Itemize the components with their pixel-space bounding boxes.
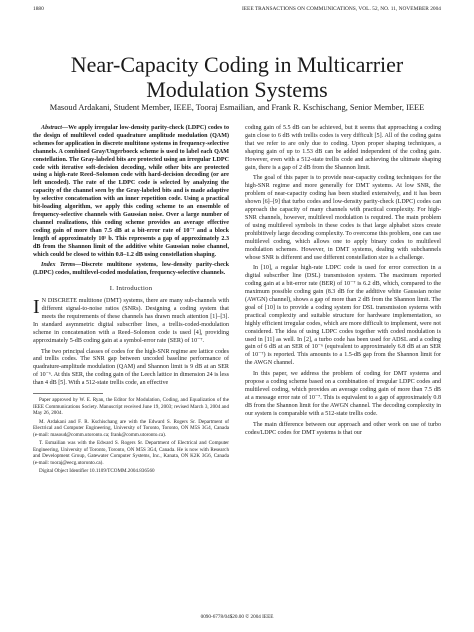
- body-paragraph: The goal of this paper is to provide near-capacity coding techniques for the high-SNR regime and more generally for DMT systems. At low SNR, the problem of near-capacity coding has been studied extensively, and it has been shown [6]–[9] that turbo codes and low-density parity-check (LDPC) codes can approach the capacity of many channels with practical complexity. For high-SNR channels, however, multilevel modulation is required. The main problem of using multilevel symbols in these codes is that large alphabet sizes create prohibitively large decoding complexity. To overcome this problem, one can use multilevel coding, which allows one to apply binary codes to multilevel modulation schemes. However, in DMT systems, dealing with subchannels whose SNR is different and use different constellation size is a challenge.: [245, 175, 441, 261]
- body-paragraph: In this paper, we address the problem of coding for DMT systems and propose a coding scheme based on a combination of irregular LDPC codes and multilevel coding, which provides an average coding gain of more than 7.5 dB at a message error rate of 10⁻⁷. This is equivalent to a gap of approximately 0.8 dB from the Shannon limit for the AWGN channel. The decoding complexity in our system is comparable with a 512-state trellis code.: [245, 371, 441, 417]
- section-heading: I. Introduction: [109, 285, 153, 293]
- running-header: [33, 6, 441, 14]
- index-terms-label: Index Terms—: [41, 262, 82, 269]
- footnote: Paper approved by W. E. Ryan, the Editor for Modulation, Coding, and Equalization of the IEEE Communications Society. Manuscript received June 19, 2003; revised March 3, 2004 and May 26, 2004.: [33, 397, 229, 417]
- footnotes: [33, 397, 229, 475]
- footnote: T. Esmailian was with the Edward S. Rogers Sr. Department of Electrical and Computer Engineering, University of Toronto, Toronto, ON M5S 3G4, Canada. He is now with Research and Development Group, Gatewater Computer Systems, Inc., Kanata, ON K2K 3G6, Canada (e-mail: tooraj@eecg.utoronto.ca).: [33, 440, 229, 466]
- page-number: 1880: [33, 6, 44, 12]
- copyright-footer: 0090-6778/04$20.00 © 2004 IEEE: [200, 614, 274, 620]
- intro-paragraph-1: [33, 298, 229, 345]
- abstract-text: We apply irregular low-density parity-check (LDPC) codes to the design of multilevel coded quadrature amplitude modulation (QAM) schemes for application in discrete multitone systems in frequency-selective channels. A combined Gray/Ungerboeck scheme is used to label each QAM constellation. The Gray-labeled bits are protected using an irregular LDPC code with iterative soft-decision decoding, while other bits are protected using a high-rate Reed–Solomon code with hard-decision decoding (or are left uncoded). The rate of the LDPC code is selected by analyzing the capacity of the channel seen by the Gray-labeled bits and is made adaptive by selective concatenation with an inner repetition code. Using a practical bit-loading algorithm, we apply this coding scheme to an ensemble of frequency-selective channels with Gaussian noise. Over a large number of channel realizations, this coding scheme provides an average effective coding gain of more than 7.5 dB at a bit-error rate of 10⁻⁷ and a block length of approximately 10⁵ b. This represents a gap of approximately 2.3 dB from the Shannon limit of the additive white Gaussian noise channel, which could be closed to within 0.8–1.2 dB using constellation shaping.: [33, 125, 229, 258]
- left-column: [33, 125, 229, 477]
- body-paragraph: The main difference between our approach and other work on use of turbo codes/LDPC codes for DMT systems is that our: [245, 421, 441, 436]
- body-paragraph: In [10], a regular high-rate LDPC code is used for error correction in a digital subscriber line (DSL) transmission system. The maximum reported coding gain at a bit-error rate (BER) of 10⁻⁷ is 6.2 dB, which, compared to the maximum possible coding gain (8.3 dB for the additive white Gaussian noise (AWGN) channel), shows a gap of more than 2 dB from the Shannon limit. The goal of [10] is to provide a coding system for DSL transmission systems with practical complexity and suitable structure for hardware implementation, so highly efficient irregular codes, which are more difficult to implement, were not considered. The idea of using LDPC codes together with coded modulation is used in [11] as well. In [2], a turbo code has been used for ADSL and a coding gain of 6 dB at an SER of 10⁻⁶ (equivalent to approximately 6.8 dB at an SER of 10⁻⁷) is reported. This amounts to a 1.5-dB gap from the Shannon limit for the AWGN channel.: [245, 265, 441, 367]
- footnote-rule: [33, 393, 103, 394]
- abstract: [33, 125, 229, 259]
- right-column: [245, 125, 441, 440]
- intro-paragraph-1-text: N DISCRETE multitone (DMT) systems, there are many sub-channels with different signal-to-noise ratios (SNRs). Designing a coding system that meets the requirements of these channels has drawn much attention [1]–[3]. In standard asymmetric digital subscriber lines, a trellis-coded-modulation scheme in concatenation with a Reed–Solomon code is used [4], providing approximately 5-dB coding gain at a symbol-error rate (SER) of 10⁻⁷.: [33, 298, 229, 344]
- body-paragraph: coding gain of 5.5 dB can be achieved, but it seems that approaching a coding gain close to 6 dB with trellis codes is very difficult [5]. All of the coding gains that we refer to are only due to coding. Upon proper shaping techniques, a shaping gain of up to 1.53 dB can be added independent of the coding gain. However, even with a 512-state trellis code and achieving the ultimate shaping gain, there is a gap of 2 dB from the Shannon limit.: [245, 125, 441, 171]
- author-line: Masoud Ardakani, Student Member, IEEE, Tooraj Esmailian, and Frank R. Kschischang, Senior Member, IEEE: [49, 103, 425, 112]
- index-terms-text: Discrete multitone systems, low-density parity-check (LDPC) codes, multilevel-coded modulation, frequency-selective channels.: [33, 262, 229, 277]
- paper-title: Near-Capacity Coding in Multicarrier Modulation Systems: [70, 52, 404, 102]
- abstract-label: Abstract—: [41, 125, 69, 131]
- intro-paragraph-2: The two principal classes of codes for the high-SNR regime are lattice codes and trellis codes. The SNR gap between uncoded baseline performance of quadrature-amplitude modulation (QAM) and Shannon limit is 9 dB at an SER of 10⁻⁶. At this SER, the coding gain of the Leech lattice in dimension 24 is less than 4 dB [5]. With a 512-state trellis code, an effective: [33, 348, 229, 387]
- drop-cap: I: [33, 296, 40, 319]
- index-terms: [33, 262, 229, 278]
- footnote: M. Ardakani and F. R. Kschischang are with the Edward S. Rogers Sr. Department of Electrical and Computer Engineering, University of Toronto, Toronto, ON M5S 3G4, Canada (e-mail: masoud@comm.utoronto.ca; frank@comm.utoronto.ca).: [33, 418, 229, 438]
- journal-header: IEEE TRANSACTIONS ON COMMUNICATIONS, VOL. 52, NO. 11, NOVEMBER 2004: [241, 6, 441, 12]
- doi-line: Digital Object Identifier 10.1109/TCOMM.2004.836560: [39, 468, 155, 475]
